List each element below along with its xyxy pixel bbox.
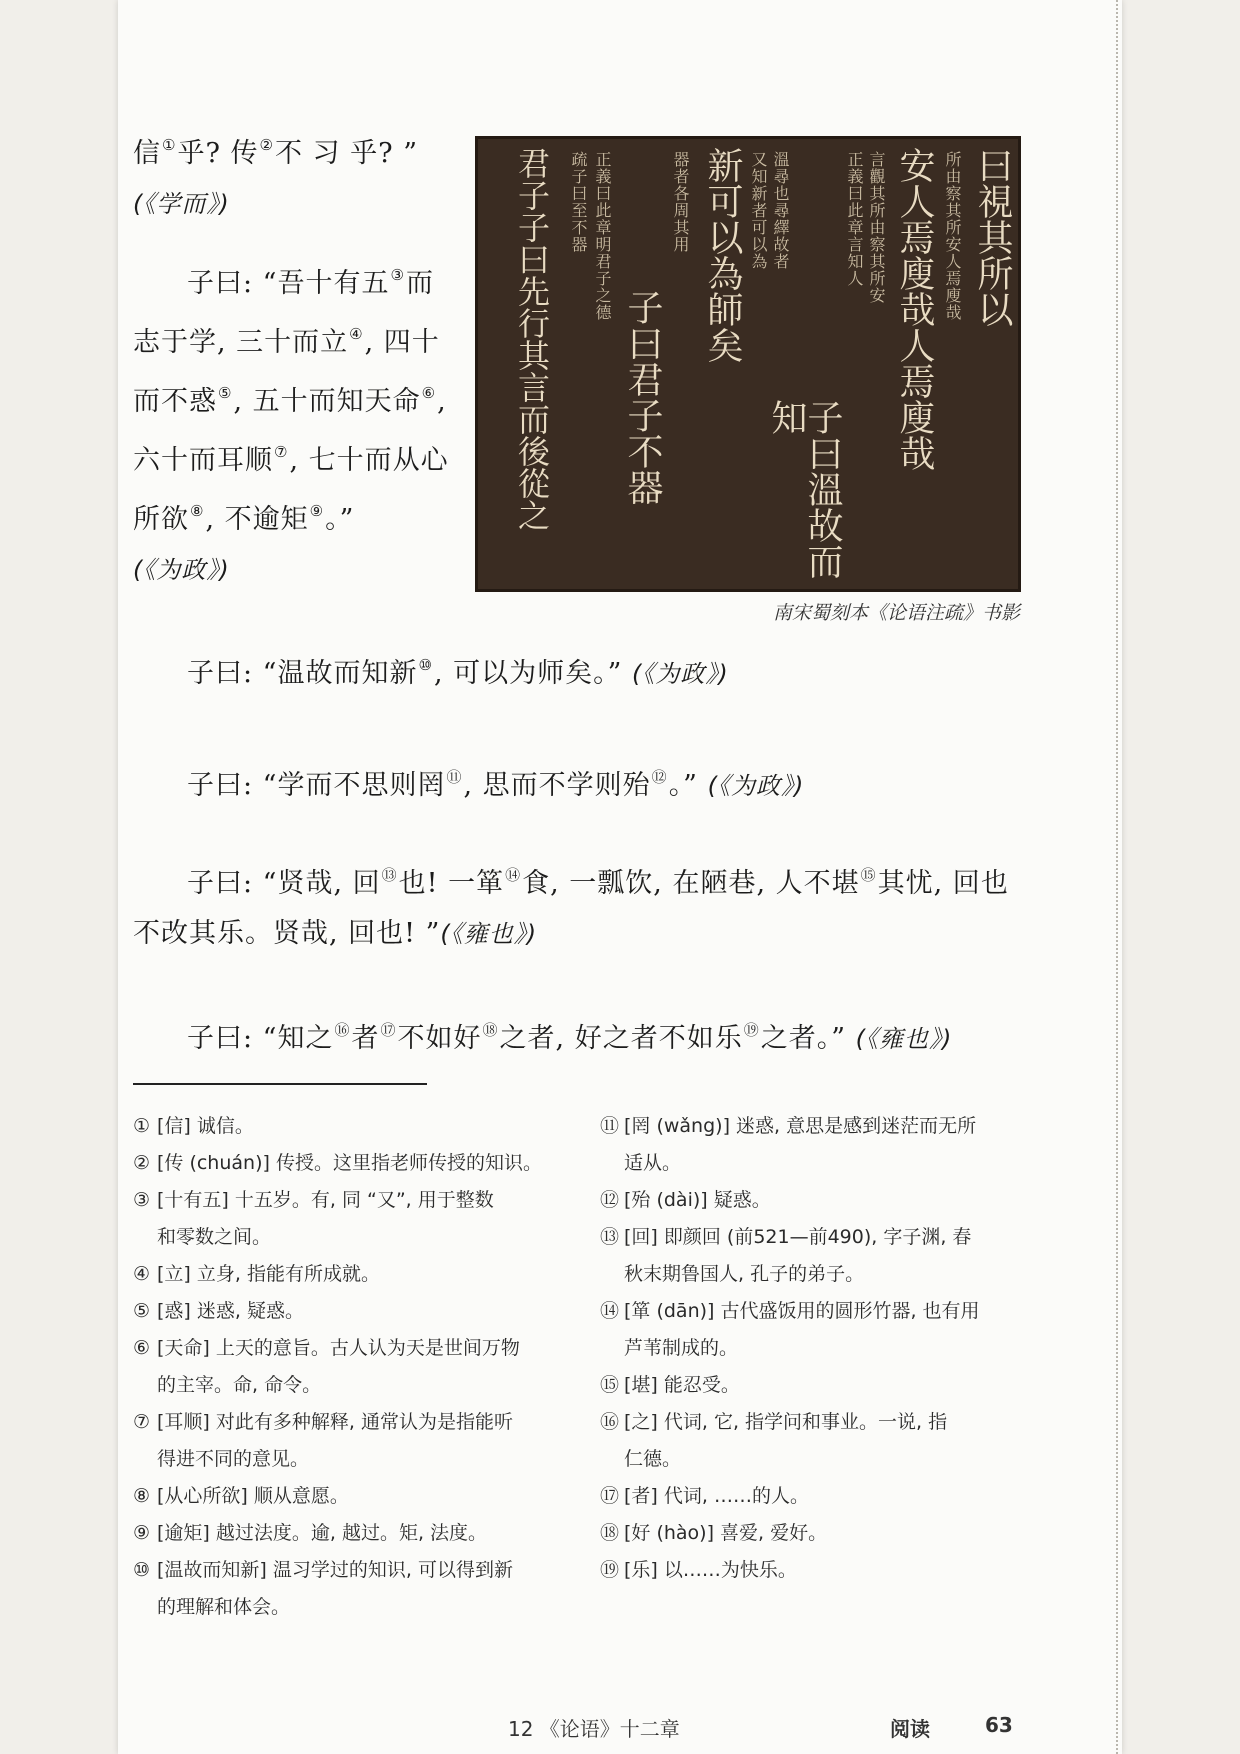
footnote-number: ① xyxy=(133,1115,151,1137)
footnote-text: [者] 代词, ……的人。 xyxy=(624,1485,809,1507)
passage-text: 之者, 好之者不如乐 xyxy=(499,1023,743,1054)
footnote-ref[interactable]: ⑪ xyxy=(446,768,463,786)
print-column: 子曰溫故而知 xyxy=(766,399,843,579)
footnote-text: [堪] 能忍受。 xyxy=(624,1374,740,1396)
footnote-item xyxy=(600,1293,1025,1367)
footnote-number: ③ xyxy=(133,1189,151,1211)
passage-text: 子曰: “知之 xyxy=(187,1023,334,1054)
passage-text: 信 xyxy=(133,138,161,169)
footnote-number: ⑲ xyxy=(600,1559,620,1581)
section-label-footer: 阅读 xyxy=(890,1717,930,1741)
passage-text: 其忧, 回 xyxy=(877,868,981,899)
footnote-number: ⑰ xyxy=(600,1485,620,1507)
passage-6 xyxy=(187,1005,952,1064)
footnote-ref[interactable]: ⑥ xyxy=(421,384,437,402)
footnote-text-continued: 适从。 xyxy=(624,1152,682,1174)
footnote-ref[interactable]: ⑬ xyxy=(381,866,398,884)
passage-text: , 四十而不惑 xyxy=(133,327,440,417)
notes-left xyxy=(133,1108,573,1626)
footnote-number: ② xyxy=(133,1152,151,1174)
passage-text: 子曰: “吾十有五 xyxy=(187,268,390,299)
footnote-item xyxy=(600,1108,1025,1182)
print-column: 子曰君子不器 xyxy=(622,289,663,505)
footnote-text-continued: 的主宰。命, 命令。 xyxy=(157,1374,322,1396)
source-citation: (《学而》) xyxy=(133,190,230,218)
passage-text: 子曰: “学而不思则罔 xyxy=(187,770,446,801)
footnote-text: [耳顺] 对此有多种解释, 通常认为是指能听 xyxy=(157,1411,513,1433)
source-citation: (《为政》) xyxy=(133,556,230,584)
passage-text: , 不逾矩 xyxy=(205,504,309,535)
footnote-item xyxy=(600,1552,1025,1589)
footnote-item xyxy=(133,1515,573,1552)
passage-text: 乎? 传 xyxy=(177,138,259,169)
page-number: 63 xyxy=(985,1713,1013,1737)
footnote-item xyxy=(600,1367,1025,1404)
print-small-column: 器者各周其用 xyxy=(671,151,690,253)
footnote-text: [好 (hào)] 喜爱, 爱好。 xyxy=(624,1522,828,1544)
passage-text: 之者。” xyxy=(760,1023,847,1054)
footnote-item xyxy=(133,1330,573,1404)
footnote-text-continued: 秋末期鲁国人, 孔子的弟子。 xyxy=(624,1263,865,1285)
footnote-item xyxy=(133,1552,573,1626)
footnote-text-continued: 仁德。 xyxy=(624,1448,682,1470)
footnote-number: ⑮ xyxy=(600,1374,620,1396)
print-small-column: 正義曰此章明君子之德 xyxy=(593,151,612,321)
footnote-item xyxy=(600,1478,1025,1515)
print-small-column: 所由察其所安人焉廋哉 xyxy=(943,151,962,321)
footnote-number: ⑩ xyxy=(133,1559,151,1581)
footnote-ref[interactable]: ① xyxy=(162,136,177,154)
footnote-ref[interactable]: ⑱ xyxy=(482,1021,499,1039)
passage-text: , 六十而耳顺 xyxy=(133,386,447,476)
print-small-column: 疏子曰至不器 xyxy=(569,151,588,253)
footnote-text: [回] 即颜回 (前521—前490), 字子渊, 春 xyxy=(624,1226,972,1248)
passage-3 xyxy=(187,640,729,699)
footnote-item xyxy=(600,1182,1025,1219)
footnote-ref[interactable]: ③ xyxy=(390,266,405,284)
passage-text: 食, 一瓢饮, 在陋巷, 人不堪 xyxy=(522,868,860,899)
footnote-number: ⑨ xyxy=(133,1522,151,1544)
footnote-number: ④ xyxy=(133,1263,151,1285)
passage-text: 也不改其乐。贤哉, 回也! ” xyxy=(133,868,1009,949)
footnote-ref[interactable]: ⑫ xyxy=(651,768,668,786)
figure-caption: 南宋蜀刻本《论语注疏》书影 xyxy=(772,602,1020,624)
footnote-item xyxy=(600,1404,1025,1478)
print-small-column: 又知新者可以為 xyxy=(749,151,768,270)
footnote-ref[interactable]: ⑧ xyxy=(190,502,205,520)
footnote-item xyxy=(600,1219,1025,1293)
footnote-ref[interactable]: ⑰ xyxy=(380,1021,397,1039)
footnote-text: [传 (chuán)] 传授。这里指老师传授的知识。 xyxy=(157,1152,542,1174)
footnote-ref[interactable]: ② xyxy=(259,136,274,154)
footnote-text: [箪 (dān)] 古代盛饭用的圆形竹器, 也有用 xyxy=(624,1300,980,1322)
footnote-text: [天命] 上天的意旨。古人认为天是世间万物 xyxy=(157,1337,520,1359)
footnote-item xyxy=(133,1478,573,1515)
footnote-item xyxy=(133,1145,573,1182)
passage-text: , 思而不学则殆 xyxy=(463,770,651,801)
print-column: 曰視其所以 xyxy=(972,147,1013,327)
footnote-ref[interactable]: ⑤ xyxy=(218,384,233,402)
source-citation: (《雍也》) xyxy=(440,920,538,948)
footnote-number: ⑯ xyxy=(600,1411,620,1433)
footnote-text-continued: 得进不同的意见。 xyxy=(157,1448,310,1470)
footnote-ref[interactable]: ④ xyxy=(349,325,364,343)
footnote-text: [信] 诚信。 xyxy=(157,1115,254,1137)
footnote-item xyxy=(133,1182,573,1256)
footnote-text: [立] 立身, 指能有所成就。 xyxy=(157,1263,380,1285)
footnote-ref[interactable]: ⑦ xyxy=(274,443,289,461)
footnote-text: [惑] 迷惑, 疑惑。 xyxy=(157,1300,304,1322)
footnote-text: [温故而知新] 温习学过的知识, 可以得到新 xyxy=(157,1559,513,1581)
print-column: 君子子曰先行其言而後從之 xyxy=(513,147,551,531)
footnote-number: ⑦ xyxy=(133,1411,151,1433)
passage-text: 不 习 乎? ” xyxy=(274,138,418,169)
passage-text: 子曰: “温故而知新 xyxy=(187,658,418,689)
footnote-number: ⑪ xyxy=(600,1115,620,1137)
footnote-number: ⑱ xyxy=(600,1522,620,1544)
passage-1 xyxy=(133,120,453,229)
footnote-text: [十有五] 十五岁。有, 同 “又”, 用于整数 xyxy=(157,1189,494,1211)
footnote-ref[interactable]: ⑩ xyxy=(418,656,433,674)
footnote-text: [殆 (dài)] 疑惑。 xyxy=(624,1189,771,1211)
passage-text: 。” xyxy=(325,504,355,535)
footnote-text-continued: 的理解和体会。 xyxy=(157,1596,291,1618)
passage-text: 子曰: “贤哉, 回 xyxy=(187,868,381,899)
footnote-item xyxy=(133,1256,573,1293)
footnote-number: ⑥ xyxy=(133,1337,151,1359)
footnote-divider xyxy=(133,1083,427,1085)
print-small-column: 溫尋也尋繹故者 xyxy=(771,151,790,270)
chapter-title-footer: 12 《论语》十二章 xyxy=(508,1717,680,1741)
footnote-item xyxy=(133,1108,573,1145)
print-column: 安人焉廋哉人焉廋哉 xyxy=(894,147,935,471)
footnote-text: [罔 (wǎng)] 迷惑, 意思是感到迷茫而无所 xyxy=(624,1115,977,1137)
notes-right xyxy=(600,1108,1025,1589)
source-citation: (《为政》) xyxy=(707,772,805,800)
footnote-item xyxy=(600,1515,1025,1552)
passage-text: 而志于学, 三十而立 xyxy=(133,268,434,358)
footnote-ref[interactable]: ⑲ xyxy=(743,1021,760,1039)
footnote-ref[interactable]: ⑯ xyxy=(334,1021,351,1039)
passage-text: , 可以为师矣。” xyxy=(433,658,623,689)
print-column: 新可以為師矣 xyxy=(702,147,743,363)
source-citation: (《雍也》) xyxy=(855,1025,953,1053)
passage-text: 者 xyxy=(351,1023,380,1054)
print-small-column: 正義曰此章言知人 xyxy=(845,151,864,287)
footnote-ref[interactable]: ⑨ xyxy=(309,502,325,520)
passage-text: 不如好 xyxy=(397,1023,482,1054)
footnote-item xyxy=(133,1404,573,1478)
footnote-ref[interactable]: ⑮ xyxy=(860,866,877,884)
footnote-ref[interactable]: ⑭ xyxy=(505,866,522,884)
passage-2 xyxy=(133,250,453,595)
footnote-text-continued: 芦苇制成的。 xyxy=(624,1337,739,1359)
woodblock-print-image xyxy=(475,136,1021,592)
page-edge xyxy=(1116,0,1121,1754)
footnote-number: ⑧ xyxy=(133,1485,151,1507)
footnote-text-continued: 和零数之间。 xyxy=(157,1226,272,1248)
footnote-text: [逾矩] 越过法度。逾, 越过。矩, 法度。 xyxy=(157,1522,488,1544)
passage-text: 也! 一箪 xyxy=(398,868,505,899)
source-citation: (《为政》) xyxy=(632,660,729,688)
footnote-text: [之] 代词, 它, 指学问和事业。一说, 指 xyxy=(624,1411,948,1433)
passage-4 xyxy=(187,752,804,811)
passage-5 xyxy=(133,850,1023,959)
footnote-number: ⑫ xyxy=(600,1189,620,1211)
footnote-number: ⑤ xyxy=(133,1300,151,1322)
passage-text: , 七十而从心所欲 xyxy=(133,445,449,535)
footnote-item xyxy=(133,1293,573,1330)
footnote-number: ⑭ xyxy=(600,1300,620,1322)
footnote-number: ⑬ xyxy=(600,1226,620,1248)
print-small-column: 言觀其所由察其所安 xyxy=(867,151,886,304)
footnote-text: [从心所欲] 顺从意愿。 xyxy=(157,1485,349,1507)
passage-text: 。” xyxy=(668,770,698,801)
passage-text: , 五十而知天命 xyxy=(233,386,421,417)
footnote-text: [乐] 以……为快乐。 xyxy=(624,1559,797,1581)
